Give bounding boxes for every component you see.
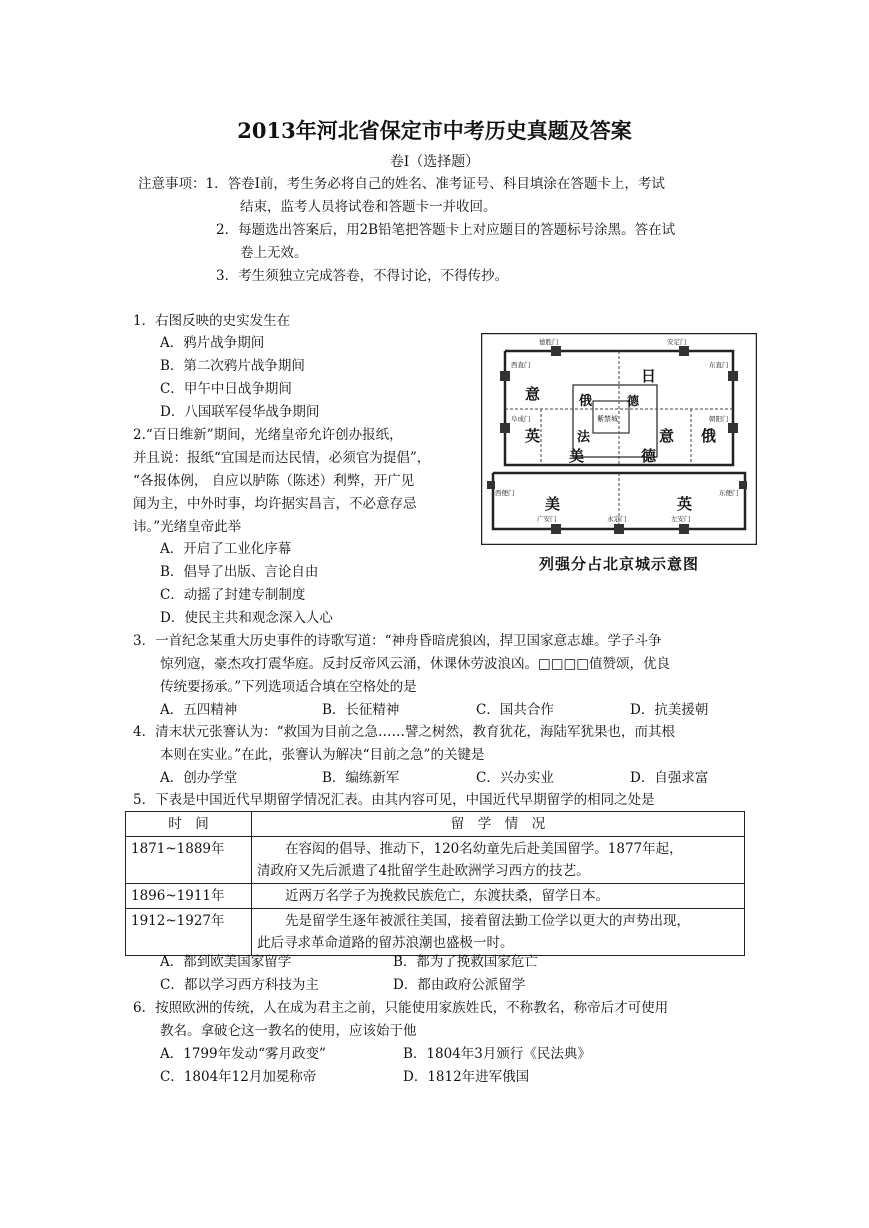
gate-label: 东直门 (709, 361, 729, 369)
power-label: 意 (525, 385, 541, 403)
option: D．都由政府公派留学 (393, 977, 526, 993)
option: B．第二次鸦片战争期间 (160, 358, 305, 374)
cell-line: 近两万名学子为挽救民族危亡，东渡扶桑，留学日本。 (285, 888, 609, 904)
question-line: 并且说：报纸“宜国是而达民情，必须官为提倡”， (133, 450, 431, 466)
option: D．使民主共和观念深入人心 (160, 610, 333, 626)
power-label: 英 (677, 495, 693, 513)
cell-line: 在容闳的倡导、推动下，120名幼童先后赴美国留学。1877年起， (285, 841, 683, 857)
option: D．八国联军侵华战争期间 (160, 404, 320, 420)
power-label: 美 (545, 495, 561, 513)
map-caption: 列强分占北京城示意图 (538, 555, 699, 573)
note-line: 2．每题选出答案后，用2B铅笔把答题卡上对应题目的答题标号涂黑。答在试 (216, 222, 676, 238)
note-line: 结束，监考人员将试卷和答题卡一并收回。 (240, 199, 497, 215)
table-cell-time: 1871~1889年 (126, 837, 252, 884)
power-label: 俄 (579, 394, 593, 409)
beijing-map-figure (481, 333, 757, 545)
table-header-row (126, 812, 745, 837)
power-label: 德 (627, 394, 640, 408)
option: C．兴办实业 (476, 770, 554, 786)
table-header: 时 间 (126, 812, 252, 837)
cell-line: 清政府又先后派遣了4批留学生赴欧洲学习西方的技艺。 (257, 863, 590, 879)
option: D．1812年进军俄国 (403, 1069, 530, 1085)
gate-label: 德胜门 (539, 338, 559, 346)
forbidden-city-label: 紫禁城 (597, 415, 618, 423)
gate-label: 安定门 (667, 338, 687, 346)
option: C．国共合作 (476, 702, 554, 718)
option: D．自强求富 (630, 770, 709, 786)
gate-label: 朝阳门 (709, 415, 729, 423)
study-abroad-table (125, 811, 745, 956)
table-cell-text (252, 909, 745, 956)
question-stem: 5．下表是中国近代早期留学情况汇表。由其内容可见，中国近代早期留学的相同之处是 (133, 792, 655, 808)
table-row (126, 884, 745, 909)
option: C．甲午中日战争期间 (160, 381, 292, 397)
option: B．编练新军 (322, 770, 400, 786)
gate-label: 西直门 (511, 361, 531, 369)
question-line: 本则在实业。”在此，张謇认为解决“目前之急”的关键是 (160, 747, 485, 763)
power-label: 法 (577, 430, 591, 445)
option: A．都到欧美国家留学 (160, 954, 292, 970)
option: B．倡导了出版、言论自由 (160, 564, 319, 580)
option: B．都为了挽救国家危亡 (393, 954, 538, 970)
table-cell-text (252, 837, 745, 884)
table-row (126, 909, 745, 956)
table-cell-text (252, 884, 745, 909)
gate-label: 永定门 (607, 515, 627, 523)
table-header: 留 学 情 况 (252, 812, 745, 837)
question-line: “各报体例， 自应以胪陈（陈述）利弊，开广见 (133, 473, 415, 489)
question-line: 4．清末状元张謇认为：“救国为目前之急……譬之树然，教育犹花，海陆军犹果也，而其根 (133, 724, 675, 740)
gate-label: 东便门 (719, 489, 739, 497)
cell-line: 此后寻求革命道路的留苏浪潮也盛极一时。 (257, 935, 514, 951)
question-line: 惊列寇，豪杰攻打震华庭。反封反帝风云涌，休课休劳波浪凶。□□□□值赞颂，优良 (160, 656, 671, 672)
question-line: 传统要扬承。”下列选项适合填在空格处的是 (160, 679, 417, 695)
power-label: 日 (641, 367, 657, 385)
gate-label: 阜成门 (511, 415, 531, 423)
note-line: 注意事项：1．答卷Ⅰ前，考生务必将自己的姓名、准考证号、科目填涂在答题卡上，考试 (138, 176, 665, 192)
question-line: 2.“百日维新”期间，光绪皇帝允许创办报纸， (133, 427, 403, 443)
cell-line: 先是留学生逐年被派往美国，接着留法勤工俭学以更大的声势出现， (285, 913, 690, 929)
power-label: 美 (569, 447, 585, 465)
note-line: 3．考生须独立完成答卷，不得讨论，不得传抄。 (216, 268, 509, 284)
option: C．1804年12月加冕称帝 (160, 1069, 317, 1085)
option: A．鸦片战争期间 (160, 335, 265, 351)
option: C．动摇了封建专制制度 (160, 587, 306, 603)
gate-label: 西便门 (495, 489, 515, 497)
question-line: 3．一首纪念某重大历史事件的诗歌写道：“神舟昏暗虎狼凶，捍卫国家意志雄。学子斗争 (133, 633, 662, 649)
page-title: 2013年河北省保定市中考历史真题及答案 (237, 118, 632, 143)
option: D．抗美援朝 (630, 702, 709, 718)
option: B．1804年3月颁行《民法典》 (403, 1046, 591, 1062)
question-line: 6．按照欧洲的传统，人在成为君主之前，只能使用家族姓氏，不称教名，称帝后才可使用 (133, 1000, 669, 1016)
option: A．1799年发动“雾月政变” (160, 1046, 326, 1062)
option: B．长征精神 (322, 702, 400, 718)
table-row (126, 837, 745, 884)
gate-label: 广安门 (537, 515, 557, 523)
power-label: 意 (659, 427, 675, 445)
question-line: 闻为主，中外时事，均许据实昌言，不必意存忌 (133, 496, 417, 512)
power-label: 俄 (701, 427, 717, 445)
power-label: 英 (525, 427, 541, 445)
option: A．开启了工业化序幕 (160, 541, 292, 557)
table-cell-time: 1912~1927年 (126, 909, 252, 956)
question-line: 讳。”光绪皇帝此举 (133, 519, 242, 535)
table-cell-time: 1896~1911年 (126, 884, 252, 909)
power-label: 德 (641, 447, 657, 465)
option: C．都以学习西方科技为主 (160, 977, 319, 993)
gate-label: 左安门 (671, 515, 691, 523)
note-line: 卷上无效。 (240, 245, 308, 261)
question-line: 教名。拿破仑这一教名的使用，应该始于他 (160, 1023, 417, 1039)
option: A．五四精神 (160, 702, 238, 718)
section-subtitle: 卷Ⅰ（选择题） (389, 154, 480, 170)
question-stem: 1．右图反映的史实发生在 (133, 313, 291, 329)
option: A．创办学堂 (160, 770, 238, 786)
